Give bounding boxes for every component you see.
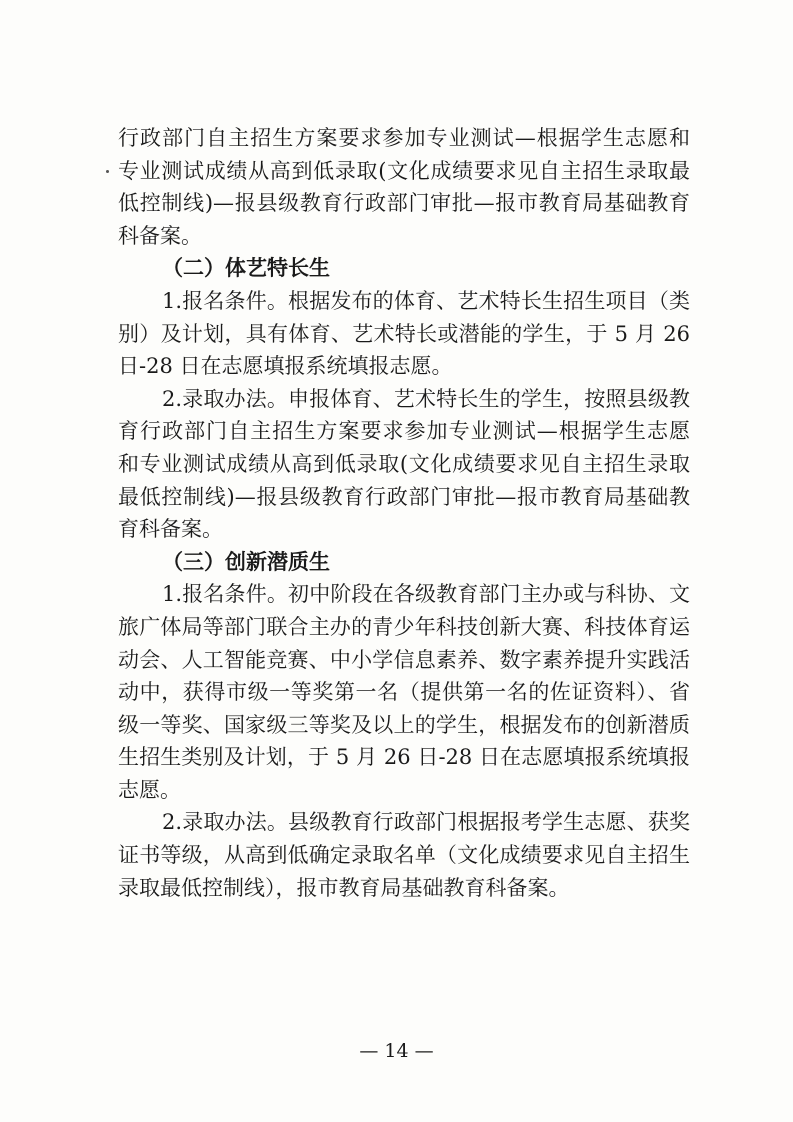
text-line: 录取最低控制线），报市教育局基础教育科备案。 [118,875,570,900]
text-line: 别）及计划，具有体育、艺术特长或潜能的学生，于 5 月 26 [118,321,690,346]
text-line: 2.录取办法。申报体育、艺术特长生的学生，按照县级教 [162,386,690,411]
paragraph-admission-method [118,806,690,904]
text-line: 动中，获得市级一等奖第一名（提供第一名的佐证资料）、省 [118,680,690,705]
text-line: 级一等奖、国家级三等奖及以上的学生，根据发布的创新潜质 [118,712,690,737]
paragraph-continued [118,122,690,252]
text-line: 2.录取办法。县级教育行政部门根据报考学生志愿、获奖 [162,810,690,835]
text-line: 旅广体局等部门联合主办的青少年科技创新大赛、科技体育运 [118,614,690,639]
text-line: 日-28 日在志愿填报系统填报志愿。 [118,354,453,379]
page-number: — 14 — [359,1040,434,1062]
text-line: 科备案。 [118,223,202,248]
text-line: 生招生类别及计划，于 5 月 26 日-28 日在志愿填报系统填报 [118,745,690,770]
text-line: 行政部门自主招生方案要求参加专业测试—根据学生志愿和 [118,126,690,150]
text-line: 证书等级，从高到低确定录取名单（文化成绩要求见自主招生 [118,843,690,868]
scan-speck [106,170,109,173]
paragraph-registration-conditions [118,578,690,806]
section-heading-3: （三）创新潜质生 [162,548,330,574]
text-line: 志愿。 [118,777,181,802]
text-line: 专业测试成绩从高到低录取(文化成绩要求见自主招生录取最 [118,158,690,183]
text-line: 育科备案。 [118,517,223,542]
text-line: 和专业测试成绩从高到低录取(文化成绩要求见自主招生录取 [118,451,690,476]
text-line: 低控制线)—报县级教育行政部门审批—报市教育局基础教育 [118,191,690,216]
text-line: 育行政部门自主招生方案要求参加专业测试—根据学生志愿 [118,419,690,444]
text-line: 1.报名条件。初中阶段在各级教育部门主办或与科协、文 [162,582,690,607]
paragraph-admission-method [118,383,690,546]
text-line: 1.报名条件。根据发布的体育、艺术特长生招生项目（类 [162,288,690,313]
document-body [118,122,690,904]
text-line: 最低控制线)—报县级教育行政部门审批—报市教育局基础教 [118,484,690,509]
text-line: 动会、人工智能竞赛、中小学信息素养、数字素养提升实践活 [118,647,690,672]
section-heading-2: （二）体艺特长生 [162,255,330,281]
paragraph-registration-conditions [118,285,690,383]
